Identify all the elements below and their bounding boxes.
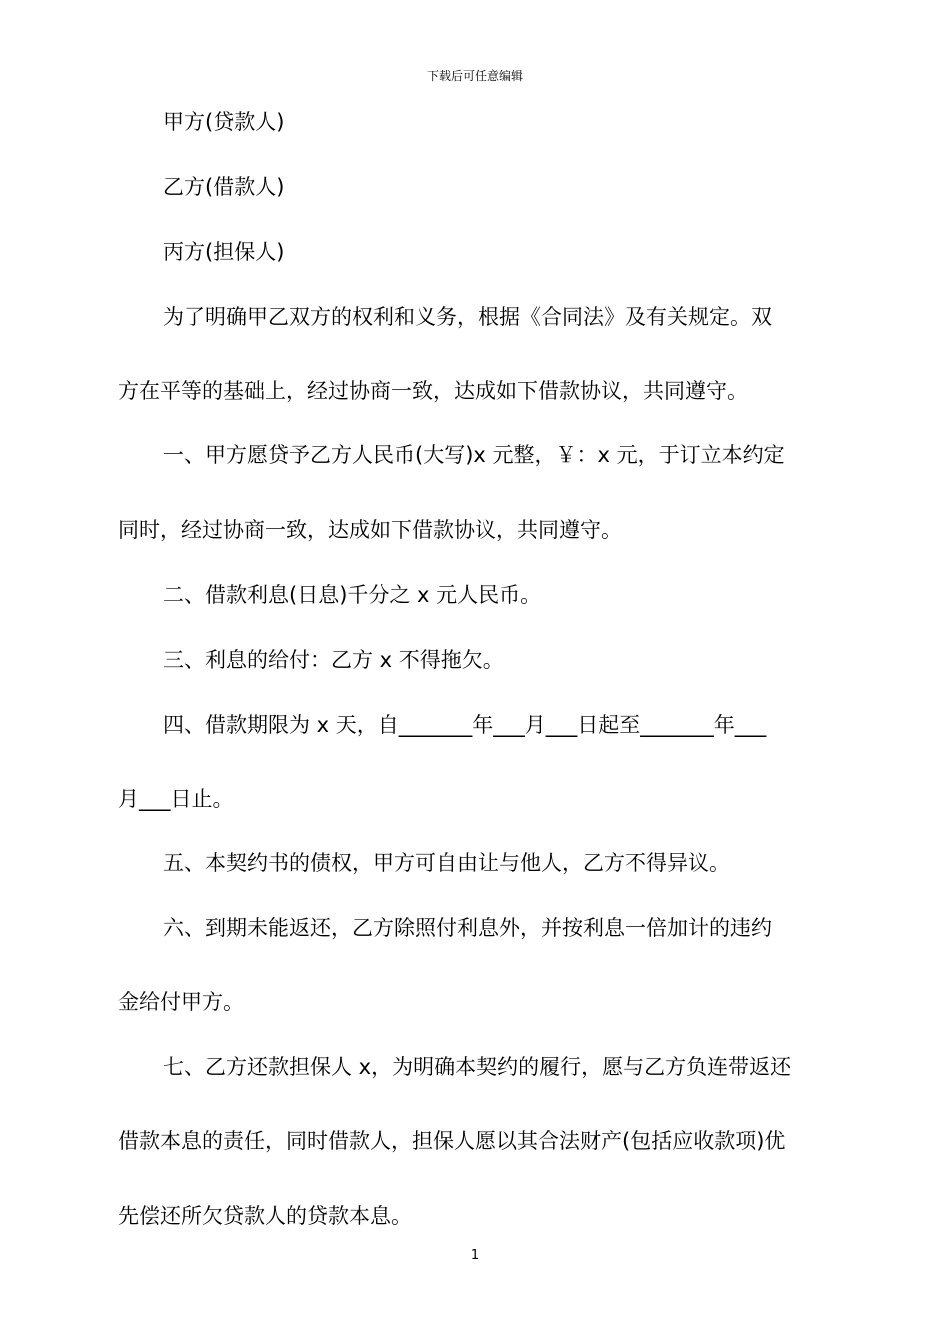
party-guarantor: 丙方(担保人) xyxy=(163,240,285,264)
clause-6-line-2: 金给付甲方。 xyxy=(118,990,244,1014)
clause-4-line-2: 月___日止。 xyxy=(118,787,234,811)
intro-line-2: 方在平等的基础上，经过协商一致，达成如下借款协议，共同遵守。 xyxy=(118,379,748,403)
party-borrower: 乙方(借款人) xyxy=(163,175,285,199)
clause-1-line-1: 一、甲方愿贷予乙方人民币(大写)x 元整，￥：x 元，于订立本约定 xyxy=(163,443,785,467)
page-number: 1 xyxy=(470,1248,480,1263)
clause-7-line-1: 七、乙方还款担保人 x，为明确本契约的履行，愿与乙方负连带返还 xyxy=(163,1055,792,1079)
clause-6-line-1: 六、到期未能返还，乙方除照付利息外，并按利息一倍加计的违约 xyxy=(163,916,772,940)
clause-7-line-3: 先偿还所欠贷款人的贷款本息。 xyxy=(118,1204,412,1228)
clause-3: 三、利息的给付：乙方 x 不得拖欠。 xyxy=(163,648,504,672)
clause-2: 二、借款利息(日息)千分之 x 元人民币。 xyxy=(163,583,542,607)
clause-1-line-2: 同时，经过协商一致，达成如下借款协议，共同遵守。 xyxy=(118,518,622,542)
intro-line-1: 为了明确甲乙双方的权利和义务，根据《合同法》及有关规定。双 xyxy=(163,305,772,329)
clause-4-line-1: 四、借款期限为 x 天，自_______年___月___日起至_______年___ xyxy=(163,713,767,737)
clause-5: 五、本契约书的债权，甲方可自由让与他人，乙方不得异议。 xyxy=(163,851,730,875)
page-header: 下载后可任意编辑 xyxy=(426,69,523,83)
clause-7-line-2: 借款本息的责任，同时借款人，担保人愿以其合法财产(包括应收款项)优 xyxy=(118,1129,786,1153)
party-lender: 甲方(贷款人) xyxy=(163,110,285,134)
